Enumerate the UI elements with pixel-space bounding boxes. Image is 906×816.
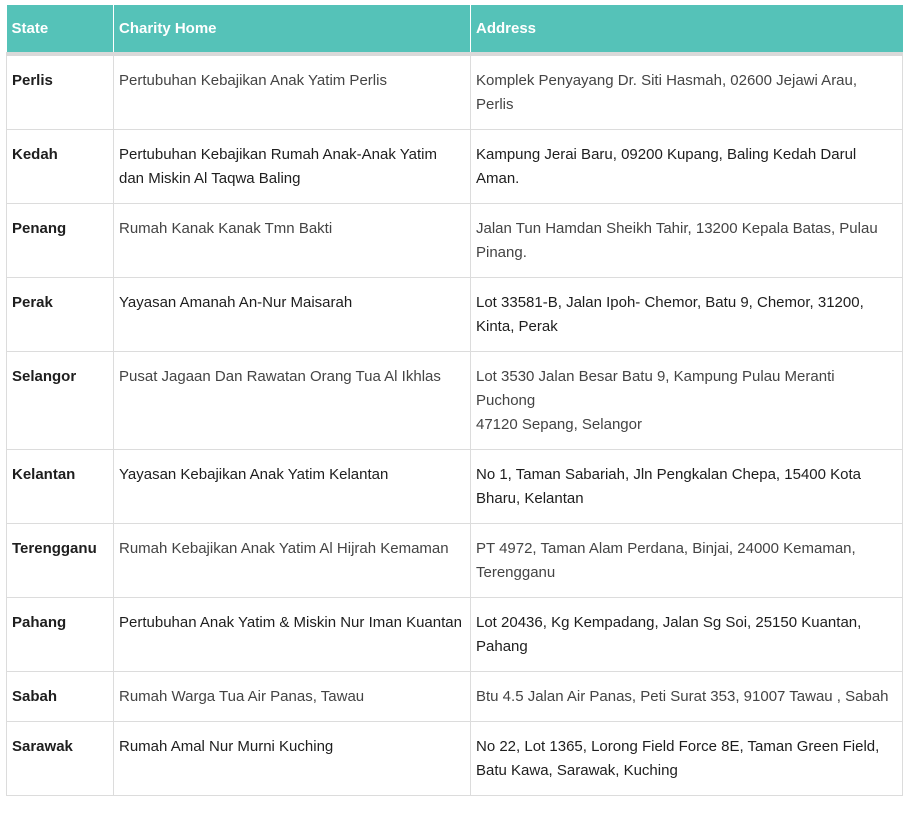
charity-homes-table [6, 5, 903, 796]
state-cell: Sarawak [7, 722, 114, 796]
address-cell: PT 4972, Taman Alam Perdana, Binjai, 24000 Kemaman, Terengganu [471, 524, 903, 598]
address-cell: No 1, Taman Sabariah, Jln Pengkalan Chepa, 15400 Kota Bharu, Kelantan [471, 450, 903, 524]
table-row [7, 524, 903, 598]
table-row [7, 204, 903, 278]
address-cell: No 22, Lot 1365, Lorong Field Force 8E, Taman Green Field, Batu Kawa, Sarawak, Kuching [471, 722, 903, 796]
table-row [7, 352, 903, 450]
charity-cell: Pertubuhan Kebajikan Anak Yatim Perlis [114, 54, 471, 130]
address-cell: Lot 20436, Kg Kempadang, Jalan Sg Soi, 25150 Kuantan, Pahang [471, 598, 903, 672]
state-cell: Perak [7, 278, 114, 352]
address-cell: Kampung Jerai Baru, 09200 Kupang, Baling Kedah Darul Aman. [471, 130, 903, 204]
state-cell: Kedah [7, 130, 114, 204]
state-cell: Perlis [7, 54, 114, 130]
charity-cell: Pusat Jagaan Dan Rawatan Orang Tua Al Ikhlas [114, 352, 471, 450]
state-cell: Terengganu [7, 524, 114, 598]
address-cell: Btu 4.5 Jalan Air Panas, Peti Surat 353, 91007 Tawau , Sabah [471, 672, 903, 722]
table-row [7, 598, 903, 672]
charity-cell: Yayasan Kebajikan Anak Yatim Kelantan [114, 450, 471, 524]
charity-table-container [6, 5, 902, 796]
table-row [7, 722, 903, 796]
header-address: Address [471, 5, 903, 54]
header-row [7, 5, 903, 54]
charity-cell: Pertubuhan Kebajikan Rumah Anak-Anak Yatim dan Miskin Al Taqwa Baling [114, 130, 471, 204]
address-line-2: 47120 Sepang, Selangor [476, 416, 642, 433]
table-row [7, 54, 903, 130]
address-cell [471, 352, 903, 450]
charity-cell: Rumah Warga Tua Air Panas, Tawau [114, 672, 471, 722]
state-cell: Kelantan [7, 450, 114, 524]
table-header [7, 5, 903, 54]
charity-cell: Yayasan Amanah An-Nur Maisarah [114, 278, 471, 352]
charity-cell: Rumah Amal Nur Murni Kuching [114, 722, 471, 796]
state-cell: Selangor [7, 352, 114, 450]
table-row [7, 450, 903, 524]
address-cell: Lot 33581-B, Jalan Ipoh- Chemor, Batu 9, Chemor, 31200, Kinta, Perak [471, 278, 903, 352]
state-cell: Penang [7, 204, 114, 278]
state-cell: Pahang [7, 598, 114, 672]
state-cell: Sabah [7, 672, 114, 722]
table-body [7, 54, 903, 796]
table-row [7, 278, 903, 352]
charity-cell: Rumah Kanak Kanak Tmn Bakti [114, 204, 471, 278]
header-charity-home: Charity Home [114, 5, 471, 54]
address-cell: Jalan Tun Hamdan Sheikh Tahir, 13200 Kepala Batas, Pulau Pinang. [471, 204, 903, 278]
header-state: State [7, 5, 114, 54]
charity-cell: Pertubuhan Anak Yatim & Miskin Nur Iman Kuantan [114, 598, 471, 672]
charity-cell: Rumah Kebajikan Anak Yatim Al Hijrah Kemaman [114, 524, 471, 598]
table-row [7, 672, 903, 722]
address-cell: Komplek Penyayang Dr. Siti Hasmah, 02600 Jejawi Arau, Perlis [471, 54, 903, 130]
address-line-1: Lot 3530 Jalan Besar Batu 9, Kampung Pulau Meranti Puchong [476, 368, 835, 409]
table-row [7, 130, 903, 204]
